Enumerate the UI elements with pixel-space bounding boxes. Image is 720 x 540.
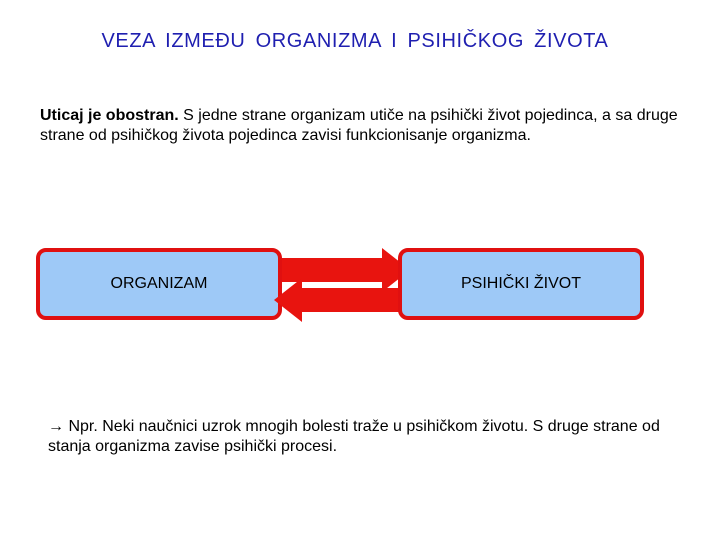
slide-title: VEZA IZMEĐU ORGANIZMA I PSIHIČKOG ŽIVOTA [101,30,609,52]
organism-label: ORGANIZAM [110,275,208,292]
intro-paragraph [40,106,690,146]
example-text: Npr. Neki naučnici uzrok mnogih bolesti traže u psihičkom životu. S druge strane od stanja organizma zavise psihički procesi. [48,418,660,455]
organism-box [36,248,282,320]
psychic-life-label: PSIHIČKI ŽIVOT [460,275,581,292]
intro-lead: Uticaj je obostran. [40,107,179,124]
intro-body: S jedne strane organizam utiče na psihički život pojedinca, a sa druge strane od psihičkog života pojedinca zavisi funkcionisanje organizma. [40,107,678,144]
example-paragraph [48,417,688,457]
psychic-life-box [398,248,644,320]
arrow-bullet-icon: → [48,418,64,435]
